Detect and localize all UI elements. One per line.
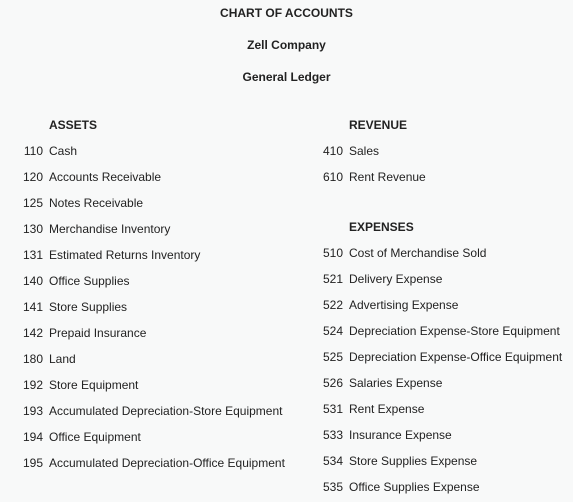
account-number: 610 [322,170,343,184]
company-name: Zell Company [247,38,326,52]
account-name: Land [49,352,76,366]
account-name: Salaries Expense [349,376,443,390]
ledger-name: General Ledger [242,70,331,84]
account-number: 510 [322,246,343,260]
account-number: 535 [322,480,343,494]
section-heading-assets: ASSETS [49,118,98,132]
account-number: 120 [22,170,43,184]
account-name: Merchandise Inventory [49,222,171,236]
page-title: CHART OF ACCOUNTS [220,6,353,20]
account-number: 180 [22,352,43,366]
account-name: Store Equipment [49,378,139,392]
account-number: 526 [322,376,343,390]
account-name: Accounts Receivable [49,170,162,184]
section-heading-expenses: EXPENSES [349,220,414,234]
account-number: 192 [22,378,43,392]
account-number: 193 [22,404,43,418]
account-number: 141 [22,300,43,314]
account-name: Sales [349,144,380,158]
account-number: 140 [22,274,43,288]
account-name: Rent Expense [349,402,425,416]
account-name: Store Supplies [49,300,128,314]
section-heading-revenue: REVENUE [349,118,408,132]
account-name: Depreciation Expense-Office Equipment [349,350,563,364]
account-number: 521 [322,272,343,286]
account-number: 534 [322,454,343,468]
account-number: 410 [322,144,343,158]
account-number: 195 [22,456,43,470]
account-name: Delivery Expense [349,272,443,286]
account-name: Office Equipment [49,430,141,444]
account-number: 533 [322,428,343,442]
account-name: Prepaid Insurance [49,326,147,340]
account-name: Accumulated Depreciation-Store Equipment [49,404,283,418]
account-number: 531 [322,402,343,416]
account-name: Office Supplies Expense [349,480,480,494]
account-number: 525 [322,350,343,364]
account-number: 194 [22,430,43,444]
account-name: Depreciation Expense-Store Equipment [349,324,560,338]
account-number: 110 [23,144,43,158]
account-name: Cash [49,144,78,158]
account-name: Advertising Expense [349,298,459,312]
account-number: 524 [322,324,343,338]
account-name: Cost of Merchandise Sold [349,246,487,260]
account-number: 131 [22,248,43,262]
account-name: Notes Receivable [49,196,144,210]
account-number: 522 [322,298,343,312]
account-number: 125 [22,196,43,210]
account-number: 130 [22,222,43,236]
account-name: Rent Revenue [349,170,426,184]
account-name: Accumulated Depreciation-Office Equipment [49,456,285,470]
account-name: Estimated Returns Inventory [49,248,201,262]
account-name: Office Supplies [49,274,130,288]
account-name: Store Supplies Expense [349,454,478,468]
account-name: Insurance Expense [349,428,452,442]
account-number: 142 [22,326,43,340]
